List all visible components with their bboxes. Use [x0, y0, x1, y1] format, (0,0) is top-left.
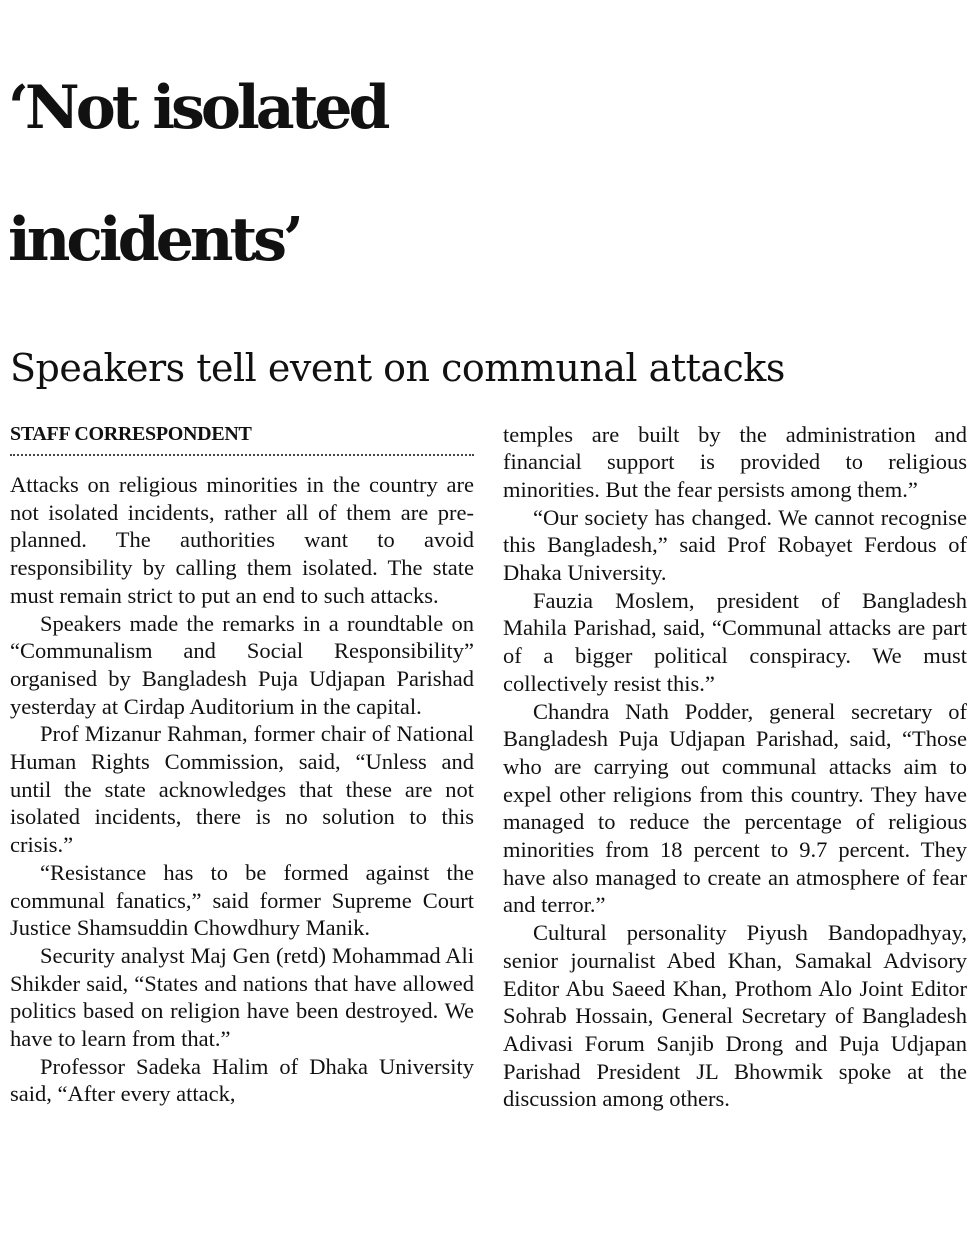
article-paragraph: Speakers made the remarks in a roundtable on “Communalism and Social Responsibility” organised by Bangladesh Puja Udjapan Parishad yesterday at Cirdap Auditorium in the capital. — [10, 610, 474, 719]
article-paragraph: Security analyst Maj Gen (retd) Mohammad Ali Shikder said, “States and nations that have allowed politics based on religion have been destroyed. We have to learn from that.” — [10, 942, 474, 1052]
article-paragraph: Prof Mizanur Rahman, former chair of National Human Rights Commission, said, “Unless and until the state acknowledges that these are not isolated incidents, there is no solution to this crisis.” — [10, 721, 474, 858]
article-paragraph: Chandra Nath Podder, general secretary of Bangladesh Puja Udjapan Parishad, said, “Those who are carrying out communal attacks aim to expel other religions from this country. They have managed to reduce the percentage of religious minorities from 18 percent to 9.7 percent. They have also managed to create an atmosphere of fear and terror.” — [503, 698, 967, 918]
article-paragraph: Attacks on religious minorities in the country are not isolated incidents, rather all of them are pre-planned. The authorities want to avoid responsibility by calling them isolated. The state must remain strict to put an end to such attacks. — [10, 472, 474, 608]
article-column-right — [503, 421, 967, 1114]
article-paragraph: Professor Sadeka Halim of Dhaka University said, “After every attack, — [10, 1053, 474, 1107]
article-paragraph: Fauzia Moslem, president of Bangladesh Mahila Parishad, said, “Communal attacks are part of a bigger political conspiracy. We must collectively resist this.” — [503, 587, 967, 696]
article-paragraph: “Our society has changed. We cannot recognise this Bangladesh,” said Prof Robayet Ferdous of Dhaka University. — [503, 504, 967, 586]
article-paragraph: Cultural personality Piyush Bandopadhyay, senior journalist Abed Khan, Samakal Advisory Editor Abu Saeed Khan, Prothom Alo Joint Editor Sohrab Hossain, General Secretary of Bangladesh Adivasi Forum Sanjib Drong and Puja Udjapan Parishad President JL Bhowmik spoke at the discussion among others. — [503, 920, 967, 1112]
headline-line-1: ‘Not isolated — [8, 73, 387, 143]
headline-line-2: incidents’ — [8, 205, 300, 275]
article-paragraph: “Resistance has to be formed against the communal fanatics,” said former Supreme Court Justice Shamsuddin Chowdhury Manik. — [10, 859, 474, 941]
subheadline: Speakers tell event on communal attacks — [10, 346, 785, 390]
article-column-left — [10, 420, 474, 1108]
byline: STAFF CORRESPONDENT — [10, 423, 252, 445]
byline-dotted-divider — [10, 454, 474, 456]
article-paragraph-continued: temples are built by the administration and financial support is provided to religious minorities. But the fear persists among them.” — [503, 421, 967, 502]
headline — [8, 42, 973, 306]
